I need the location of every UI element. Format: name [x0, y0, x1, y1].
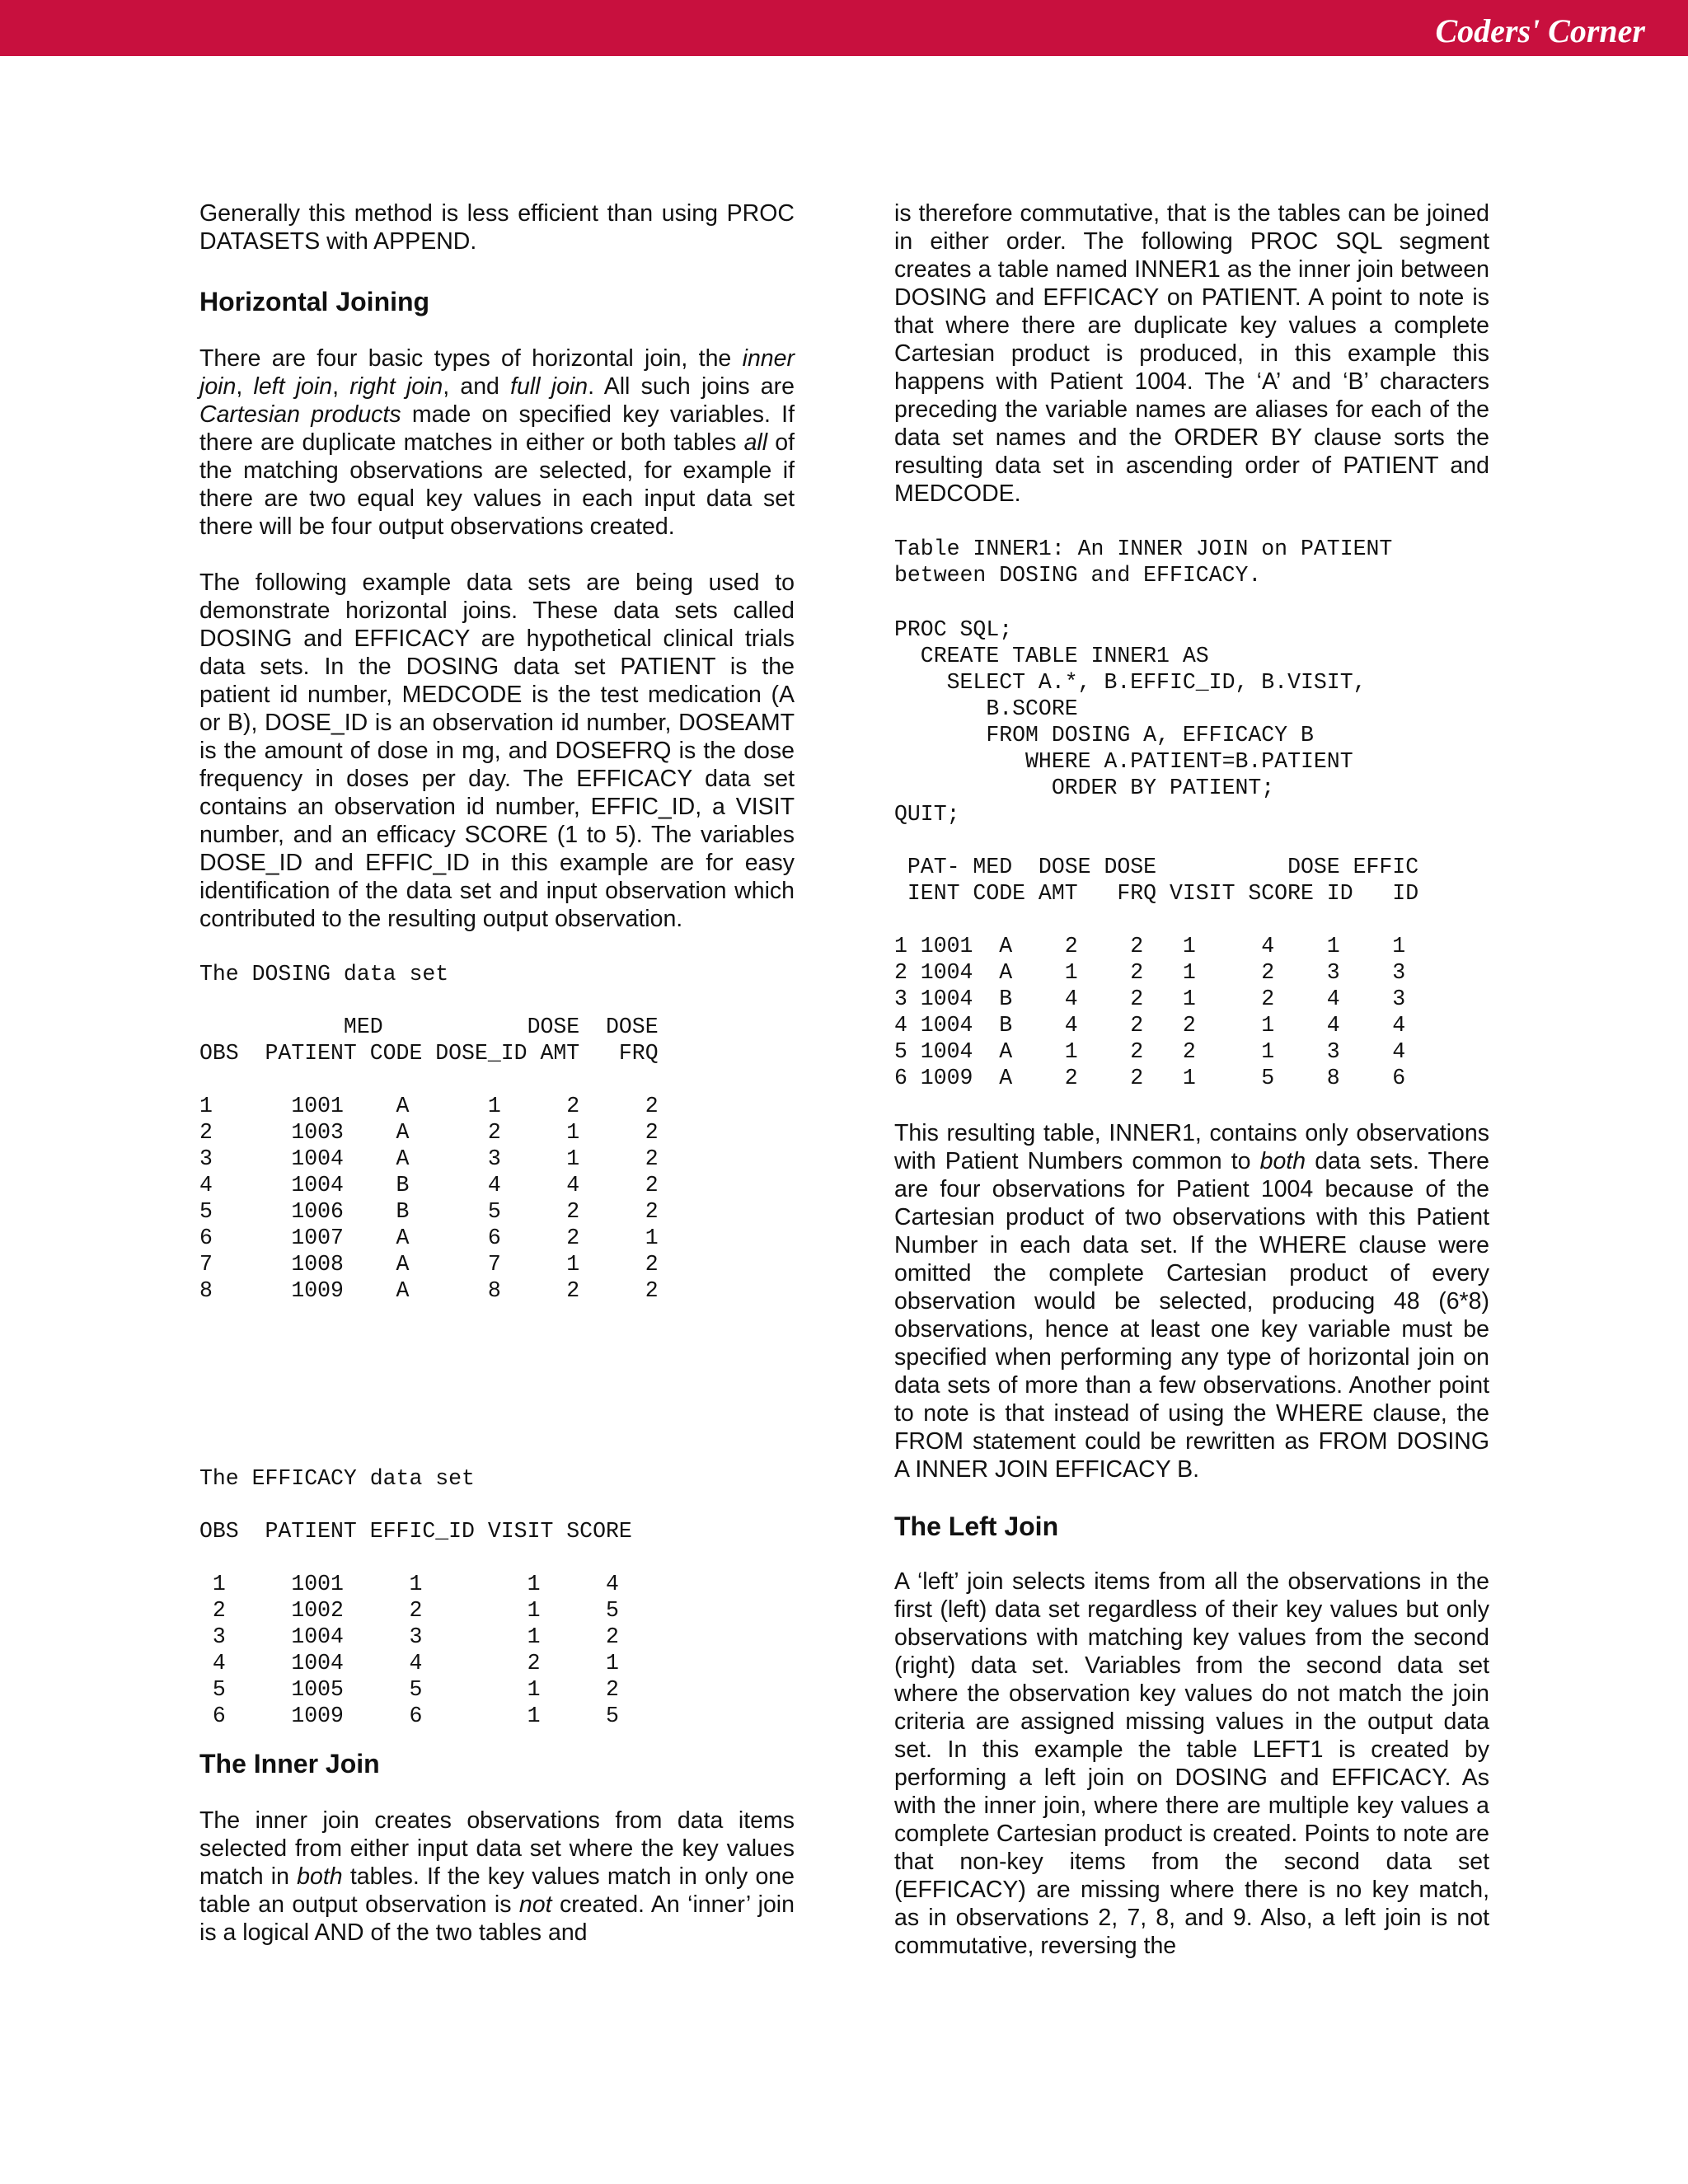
efficacy-table: OBS PATIENT EFFIC_ID VISIT SCORE 1 1001 1 1 4 2 1002 2 1 5 3 1004 3 1 2 4 1004 4 2 1 5 1005 5 1 2 6 1009 6 1 5: [199, 1519, 632, 1728]
inner-join-paragraph: The inner join creates observations from data items selected from either input data set where the key values match in both tables. If the key values match in only one table an output observation is not created. An ‘inner’ join is a logical AND of the two tables and: [199, 1807, 795, 1946]
dosing-title: The DOSING data set: [199, 962, 449, 987]
inner1-caption: Table INNER1: An INNER JOIN on PATIENT between DOSING and EFFICACY.: [894, 537, 1393, 588]
inner1-result-paragraph: This resulting table, INNER1, contains only observations with Patient Numbers common to both data sets. There are four observations for Patient 1004 because of the Cartesian product of two observations with this Patient Number in each data set. If the WHERE clause were omitted the complete Cartesian product of every observation would be selected, producing 48 (6*8) observations, hence at least one key variable must be specified when performing any type of horizontal join on data sets of more than a few observations. Another point to note is that instead of using the WHERE clause, the FROM statement could be rewritten as FROM DOSING A INNER JOIN EFFICACY B.: [894, 1120, 1489, 1483]
left-column: [199, 199, 795, 1947]
left-join-paragraph: A ‘left’ join selects items from all the observations in the first (left) data set regardless of their key values but only observations with matching key values from the second (right) data set. Variables from the second data set where the observation key values do not match the join criteria are assigned missing values in the output data set. In this example the table LEFT1 is created by performing a left join on DOSING and EFFICACY. As with the inner join, where there are multiple key values a complete Cartesian product is created. Points to note are that non-key items from the second data set (EFFICACY) are missing where there is no key match, as in observations 2, 7, 8, and 9. Also, a left join is not commutative, reversing the: [894, 1568, 1489, 1959]
left-join-heading: The Left Join: [894, 1511, 1059, 1541]
intro-paragraph: Generally this method is less efficient than using PROC DATASETS with APPEND.: [199, 200, 795, 255]
inner1-table: PAT- MED DOSE DOSE DOSE EFFIC IENT CODE AMT FRQ VISIT SCORE ID ID 1 1001 A 2 2 1 4 1 1 2 1004 A 1 2 1 2 3 3 3 1004 B 4 2 1 2 4 3 4 1004 B 4 2 2 1 4 4 5 1004 A 1 2 2 1 3 4 6 1009 A 2 2 1 5 8 6: [894, 855, 1419, 1090]
dosing-table: MED DOSE DOSE OBS PATIENT CODE DOSE_ID AMT FRQ 1 1001 A 1 2 2 2 1003 A 2 1 2 3 1004 A 3 1 2 4 1004 B 4 4 2 5 1006 B 5 2 2 6 1007 A 6 2 1 7 1008 A 7 1 2 8 1009 A 8 2 2: [199, 1015, 659, 1303]
header-bar: [0, 0, 1688, 56]
join-types-paragraph: There are four basic types of horizontal join, the inner join, left join, right join, and full join. All such joins are Cartesian products made on specified key variables. If there are duplicate matches in either or both tables all of the matching observations are selected, for example if there are two equal key values in each input data set there will be four output observations created.: [199, 345, 795, 540]
commutative-paragraph: is therefore commutative, that is the tables can be joined in either order. The following PROC SQL segment creates a table named INNER1 as the inner join between DOSING and EFFICACY on PATIENT. A point to note is that where there are duplicate key values a complete Cartesian product is produced, in this example this happens with Patient 1004. The ‘A’ and ‘B’ characters preceding the variable names are aliases for each of the data set names and the ORDER BY clause sorts the resulting data set in ascending order of PATIENT and MEDCODE.: [894, 200, 1489, 507]
horizontal-joining-heading: Horizontal Joining: [199, 287, 430, 316]
example-paragraph: The following example data sets are being used to demonstrate horizontal joins. These data sets called DOSING and EFFICACY are hypothetical clinical trials data sets. In the DOSING data set PATIENT is the patient id number, MEDCODE is the test medication (A or B), DOSE_ID is an observation id number, DOSEAMT is the amount of dose in mg, and DOSEFRQ is the dose frequency in doses per day. The EFFICACY data set contains an observation id number, EFFIC_ID, a VISIT number, and an efficacy SCORE (1 to 5). The variables DOSE_ID and EFFIC_ID in this example are for easy identification of the data set and input observation which contributed to the resulting output observation.: [199, 569, 795, 932]
inner-join-heading: The Inner Join: [199, 1749, 380, 1779]
header-title: Coders' Corner: [1435, 12, 1645, 49]
sql-code: PROC SQL; CREATE TABLE INNER1 AS SELECT A.*, B.EFFIC_ID, B.VISIT, B.SCORE FROM DOSING A, EFFICACY B WHERE A.PATIENT=B.PATIENT ORDER BY PATIENT; QUIT;: [894, 617, 1367, 827]
efficacy-title: The EFFICACY data set: [199, 1466, 475, 1491]
right-column: [894, 199, 1489, 1960]
